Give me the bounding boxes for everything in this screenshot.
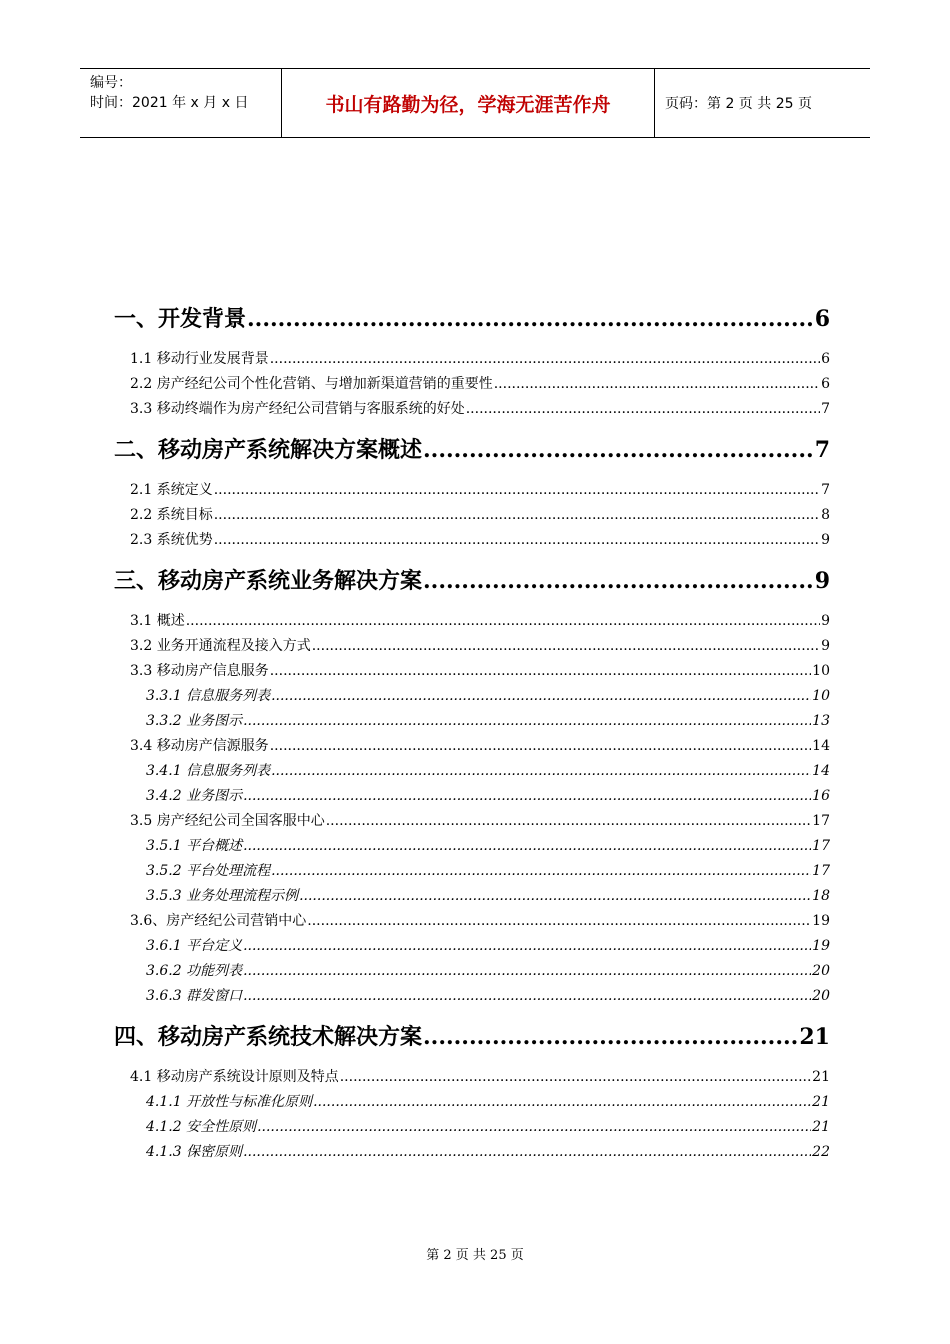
- header-slogan: 书山有路勤为径，学海无涯苦作舟: [282, 69, 655, 137]
- toc-leader-dots: [326, 809, 811, 834]
- toc-entry-title: 4.1.1 开放性与标准化原则: [146, 1094, 313, 1110]
- toc-entry-title: 一、开发背景: [114, 306, 247, 332]
- toc-entry-level-3[interactable]: [114, 759, 830, 784]
- toc-entry-page: 17: [812, 838, 830, 854]
- toc-leader-dots: [270, 347, 820, 372]
- toc-entry-page: 22: [812, 1144, 830, 1160]
- toc-entry-title: 2.1 系统定义: [130, 482, 213, 498]
- toc-entry-level-3[interactable]: [114, 1115, 830, 1140]
- toc-entry-title: 1.1 移动行业发展背景: [130, 351, 269, 367]
- toc-entry-level-3[interactable]: [114, 709, 830, 734]
- toc-entry-title: 三、移动房产系统业务解决方案: [114, 568, 423, 594]
- toc-entry-level-3[interactable]: [114, 784, 830, 809]
- toc-leader-dots: [243, 709, 811, 734]
- toc-leader-dots: [423, 562, 814, 600]
- toc-leader-dots: [243, 1140, 811, 1165]
- toc-entry-page: 13: [812, 713, 830, 729]
- toc-entry-title: 四、移动房产系统技术解决方案: [114, 1024, 423, 1050]
- toc-entry-page: 9: [821, 532, 830, 548]
- toc-leader-dots: [257, 1115, 811, 1140]
- toc-entry-page: 8: [821, 507, 830, 523]
- toc-leader-dots: [271, 859, 811, 884]
- toc-entry-level-3[interactable]: [114, 684, 830, 709]
- toc-entry-page: 20: [812, 988, 830, 1004]
- toc-entry-level-2[interactable]: [114, 503, 830, 528]
- toc-entry-page: 9: [821, 638, 830, 654]
- toc-entry-page: 7: [821, 401, 830, 417]
- toc-entry-title: 3.4.2 业务图示: [146, 788, 243, 804]
- toc-entry-page: 21: [812, 1094, 830, 1110]
- toc-entry-level-2[interactable]: [114, 1065, 830, 1090]
- toc-entry-page: 17: [812, 813, 830, 829]
- toc-leader-dots: [423, 431, 814, 469]
- toc-entry-level-3[interactable]: [114, 934, 830, 959]
- toc-leader-dots: [271, 759, 811, 784]
- toc-entry-title: 3.6.1 平台定义: [146, 938, 243, 954]
- toc-entry-page: 10: [812, 663, 830, 679]
- toc-entry-level-1[interactable]: [114, 431, 830, 469]
- toc-entry-page: 19: [812, 938, 830, 954]
- toc-entry-title: 4.1.2 安全性原则: [146, 1119, 257, 1135]
- toc-entry-page: 9: [821, 613, 830, 629]
- toc-leader-dots: [313, 1090, 811, 1115]
- toc-entry-level-2[interactable]: [114, 528, 830, 553]
- page-footer: 第 2 页 共 25 页: [426, 1248, 524, 1263]
- toc-entry-level-3[interactable]: [114, 884, 830, 909]
- toc-entry-level-2[interactable]: [114, 659, 830, 684]
- toc-entry-title: 3.3 移动房产信息服务: [130, 663, 269, 679]
- toc-entry-page: 10: [812, 688, 830, 704]
- toc-entry-title: 二、移动房产系统解决方案概述: [114, 437, 423, 463]
- toc-leader-dots: [247, 300, 814, 338]
- toc-entry-level-3[interactable]: [114, 959, 830, 984]
- toc-entry-level-2[interactable]: [114, 809, 830, 834]
- toc-leader-dots: [243, 834, 811, 859]
- toc-entry-level-2[interactable]: [114, 609, 830, 634]
- toc-entry-level-2[interactable]: [114, 347, 830, 372]
- toc-entry-title: 3.6.2 功能列表: [146, 963, 243, 979]
- toc-leader-dots: [312, 634, 820, 659]
- toc-entry-title: 3.4.1 信息服务列表: [146, 763, 271, 779]
- toc-leader-dots: [423, 1018, 798, 1056]
- toc-entry-title: 2.2 房产经纪公司个性化营销、与增加新渠道营销的重要性: [130, 376, 493, 392]
- toc-entry-level-2[interactable]: [114, 909, 830, 934]
- toc-entry-page: 14: [812, 763, 830, 779]
- toc-leader-dots: [270, 659, 811, 684]
- toc-entry-page: 7: [814, 437, 830, 463]
- toc-entry-level-2[interactable]: [114, 634, 830, 659]
- toc-entry-page: 9: [814, 568, 830, 594]
- toc-entry-title: 3.6.3 群发窗口: [146, 988, 243, 1004]
- toc-entry-level-3[interactable]: [114, 1090, 830, 1115]
- toc-entry-level-1[interactable]: [114, 562, 830, 600]
- toc-entry-level-2[interactable]: [114, 734, 830, 759]
- toc-entry-title: 3.1 概述: [130, 613, 185, 629]
- toc-entry-level-2[interactable]: [114, 397, 830, 422]
- toc-entry-page: 20: [812, 963, 830, 979]
- toc-entry-title: 3.5 房产经纪公司全国客服中心: [130, 813, 325, 829]
- toc-entry-title: 2.2 系统目标: [130, 507, 213, 523]
- toc-entry-page: 21: [812, 1069, 830, 1085]
- toc-entry-title: 3.5.2 平台处理流程: [146, 863, 271, 879]
- toc-entry-page: 21: [812, 1119, 830, 1135]
- toc-leader-dots: [214, 503, 820, 528]
- header-meta: [80, 69, 282, 137]
- toc-leader-dots: [243, 959, 811, 984]
- toc-leader-dots: [186, 609, 820, 634]
- toc-entry-level-3[interactable]: [114, 984, 830, 1009]
- toc-entry-title: 3.3.2 业务图示: [146, 713, 243, 729]
- toc-leader-dots: [299, 884, 811, 909]
- toc-entry-page: 18: [812, 888, 830, 904]
- page-header: [80, 68, 870, 138]
- toc-leader-dots: [494, 372, 820, 397]
- toc-leader-dots: [340, 1065, 811, 1090]
- toc-leader-dots: [270, 734, 811, 759]
- toc-entry-level-3[interactable]: [114, 834, 830, 859]
- toc-entry-level-2[interactable]: [114, 478, 830, 503]
- toc-entry-level-1[interactable]: [114, 1018, 830, 1056]
- toc-entry-title: 3.3.1 信息服务列表: [146, 688, 271, 704]
- header-time: 时间：2021 年 x 月 x 日: [90, 95, 249, 111]
- table-of-contents: [114, 300, 830, 1165]
- toc-entry-title: 3.2 业务开通流程及接入方式: [130, 638, 311, 654]
- toc-leader-dots: [243, 784, 811, 809]
- toc-leader-dots: [271, 684, 811, 709]
- toc-entry-page: 19: [812, 913, 830, 929]
- toc-entry-title: 2.3 系统优势: [130, 532, 213, 548]
- toc-leader-dots: [307, 909, 811, 934]
- toc-leader-dots: [214, 478, 820, 503]
- toc-entry-level-1[interactable]: [114, 300, 830, 338]
- toc-leader-dots: [214, 528, 820, 553]
- toc-leader-dots: [466, 397, 820, 422]
- toc-entry-page: 16: [812, 788, 830, 804]
- toc-entry-title: 4.1.3 保密原则: [146, 1144, 243, 1160]
- toc-entry-page: 6: [821, 351, 830, 367]
- header-number: 编号：: [90, 75, 132, 91]
- toc-entry-page: 14: [812, 738, 830, 754]
- toc-entry-title: 4.1 移动房产系统设计原则及特点: [130, 1069, 339, 1085]
- toc-entry-title: 3.6、房产经纪公司营销中心: [130, 913, 307, 929]
- toc-entry-title: 3.3 移动终端作为房产经纪公司营销与客服系统的好处: [130, 401, 465, 417]
- toc-entry-level-3[interactable]: [114, 859, 830, 884]
- toc-entry-page: 7: [821, 482, 830, 498]
- toc-entry-page: 17: [812, 863, 830, 879]
- header-page-number: 页码：第 2 页 共 25 页: [665, 96, 812, 112]
- toc-entry-title: 3.5.3 业务处理流程示例: [146, 888, 299, 904]
- toc-leader-dots: [243, 934, 811, 959]
- toc-entry-level-3[interactable]: [114, 1140, 830, 1165]
- toc-entry-page: 6: [814, 306, 830, 332]
- toc-entry-title: 3.5.1 平台概述: [146, 838, 243, 854]
- toc-entry-title: 3.4 移动房产信源服务: [130, 738, 269, 754]
- toc-entry-page: 6: [821, 376, 830, 392]
- toc-entry-page: 21: [799, 1024, 830, 1050]
- toc-leader-dots: [243, 984, 811, 1009]
- toc-entry-level-2[interactable]: [114, 372, 830, 397]
